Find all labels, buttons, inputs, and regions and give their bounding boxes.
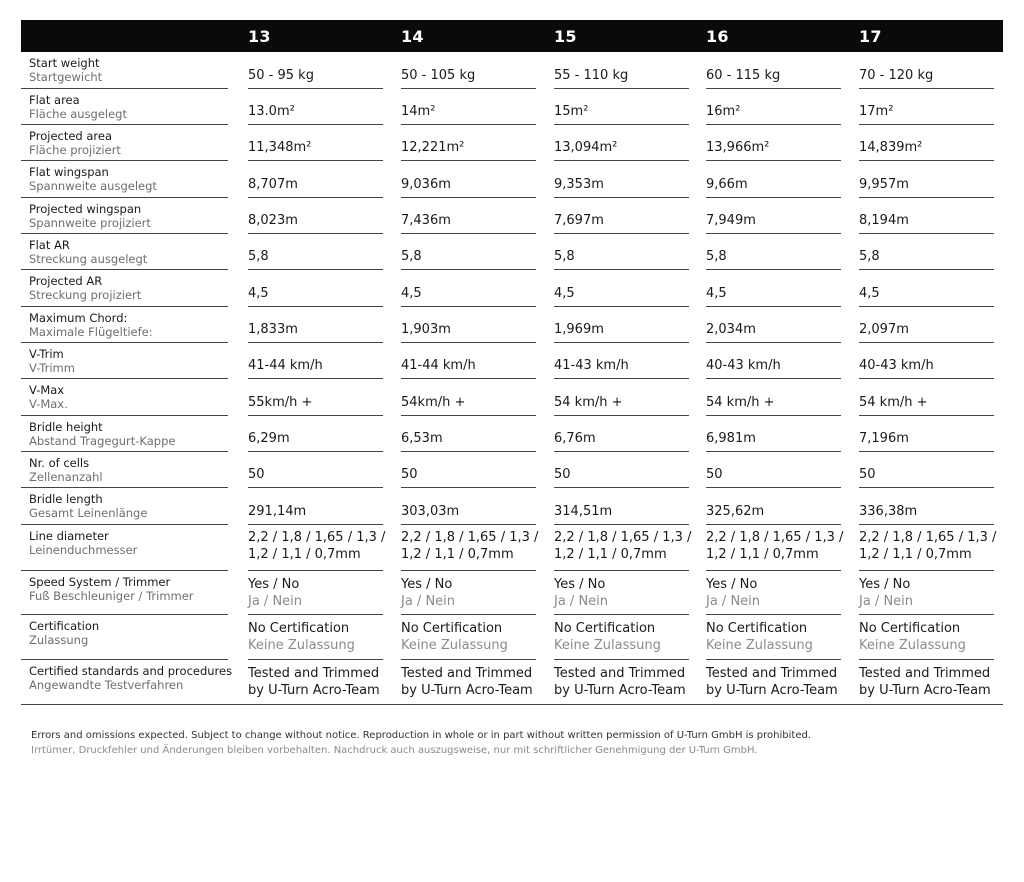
cell-value: 5,8 <box>248 249 269 264</box>
cell-value: 9,66m <box>706 177 748 192</box>
row-label-german: Startgewicht <box>29 70 103 84</box>
cell-value-line1: No Certification <box>248 621 350 636</box>
cell-value-line2: 1,2 / 1,1 / 0,7mm <box>401 547 514 562</box>
cell-value: 4,5 <box>706 286 727 301</box>
spec-table <box>21 20 1003 698</box>
table-cell <box>554 52 689 89</box>
table-cell <box>859 660 994 705</box>
cell-value-line1: Yes / No <box>706 577 758 592</box>
cell-value: 50 - 95 kg <box>248 68 314 83</box>
table-cell <box>706 452 841 488</box>
cell-value-line1: Tested and Trimmed <box>554 666 686 681</box>
table-cell <box>248 525 386 571</box>
table-cell <box>859 89 994 125</box>
table-cell <box>554 615 689 660</box>
table-cell <box>859 452 994 488</box>
cell-value-line1: No Certification <box>859 621 961 636</box>
row-label <box>21 416 228 452</box>
cell-value: 13,966m² <box>706 140 770 155</box>
cell-value: 41-44 km/h <box>248 358 323 373</box>
cell-value: 7,196m <box>859 431 909 446</box>
row-label-english: Nr. of cells <box>29 456 90 470</box>
cell-value: 9,036m <box>401 177 451 192</box>
cell-value: 5,8 <box>706 249 727 264</box>
cell-value-line2: Ja / Nein <box>401 594 456 609</box>
table-cell <box>401 343 536 379</box>
cell-value-line1: Tested and Trimmed <box>859 666 991 681</box>
cell-value: 6,981m <box>706 431 756 446</box>
table-row <box>21 379 1003 416</box>
cell-value: 314,51m <box>554 504 613 519</box>
cell-value: 50 <box>401 467 418 482</box>
row-label-english: Projected area <box>29 129 113 143</box>
row-label-german: Zulassung <box>29 633 89 647</box>
table-cell <box>859 161 994 198</box>
cell-value: 50 - 105 kg <box>401 68 476 83</box>
cell-value: 54 km/h + <box>706 395 775 410</box>
cell-value: 1,833m <box>248 322 298 337</box>
table-cell <box>859 307 994 343</box>
row-label-english: Bridle length <box>29 492 103 506</box>
cell-value-line1: Yes / No <box>859 577 911 592</box>
disclaimer-german: Irrtümer, Druckfehler und Änderungen bleiben vorbehalten. Nachdruck auch auszugsweise, nur mit schriftlicher Genehmigung der U-Turn GmbH. <box>31 745 758 756</box>
cell-value: 7,697m <box>554 213 604 228</box>
row-label-english: Certified standards and procedures <box>29 664 233 678</box>
table-cell <box>401 234 536 270</box>
table-cell <box>248 416 383 452</box>
cell-value-line2: by U-Turn Acro-Team <box>859 683 991 698</box>
table-row <box>21 270 1003 307</box>
cell-value-line1: 2,2 / 1,8 / 1,65 / 1,3 / <box>248 530 386 545</box>
cell-value: 9,353m <box>554 177 604 192</box>
cell-value: 5,8 <box>401 249 422 264</box>
cell-value: 41-44 km/h <box>401 358 476 373</box>
cell-value: 60 - 115 kg <box>706 68 781 83</box>
row-label-german: Fuß Beschleuniger / Trimmer <box>29 589 194 603</box>
table-cell <box>706 234 841 270</box>
row-label-english: Line diameter <box>29 529 109 543</box>
cell-value-line1: Tested and Trimmed <box>401 666 533 681</box>
cell-value: 55 - 110 kg <box>554 68 629 83</box>
cell-value: 336,38m <box>859 504 918 519</box>
table-cell <box>706 379 841 416</box>
table-cell <box>706 125 841 161</box>
cell-value: 303,03m <box>401 504 460 519</box>
cell-value: 13,094m² <box>554 140 618 155</box>
cell-value-line1: No Certification <box>554 621 656 636</box>
cell-value-line1: No Certification <box>706 621 808 636</box>
cell-value: 54 km/h + <box>859 395 928 410</box>
cell-value: 8,707m <box>248 177 298 192</box>
table-cell <box>554 379 689 416</box>
table-header <box>21 20 1003 52</box>
cell-value: 70 - 120 kg <box>859 68 934 83</box>
table-row <box>21 452 1003 488</box>
cell-value-line2: 1,2 / 1,1 / 0,7mm <box>554 547 667 562</box>
cell-value: 8,023m <box>248 213 298 228</box>
table-cell <box>706 615 841 660</box>
row-label <box>21 343 228 379</box>
row-label-german: Spannweite ausgelegt <box>29 179 157 193</box>
row-label <box>21 615 228 660</box>
cell-value-line1: 2,2 / 1,8 / 1,65 / 1,3 / <box>859 530 997 545</box>
table-bottom-rule <box>21 704 1003 705</box>
cell-value: 1,969m <box>554 322 604 337</box>
cell-value-line2: Keine Zulassung <box>706 638 813 653</box>
cell-value: 12,221m² <box>401 140 465 155</box>
table-cell <box>706 89 841 125</box>
table-cell <box>554 307 689 343</box>
cell-value: 7,436m <box>401 213 451 228</box>
cell-value: 50 <box>706 467 723 482</box>
cell-value-line2: by U-Turn Acro-Team <box>706 683 838 698</box>
cell-value-line2: by U-Turn Acro-Team <box>554 683 686 698</box>
cell-value: 50 <box>859 467 876 482</box>
table-cell <box>248 307 383 343</box>
table-cell <box>401 416 536 452</box>
row-label-german: Streckung projiziert <box>29 288 142 302</box>
cell-value: 6,53m <box>401 431 443 446</box>
cell-value: 1,903m <box>401 322 451 337</box>
table-cell <box>248 198 383 234</box>
table-cell <box>859 525 997 571</box>
cell-value-line2: Keine Zulassung <box>554 638 661 653</box>
table-cell <box>859 416 994 452</box>
table-cell <box>248 89 383 125</box>
table-cell <box>859 488 994 525</box>
cell-value-line1: Yes / No <box>248 577 300 592</box>
table-cell <box>554 660 689 705</box>
cell-value: 8,194m <box>859 213 909 228</box>
table-row <box>21 525 1003 571</box>
table-cell <box>401 198 536 234</box>
row-label <box>21 488 228 525</box>
table-cell <box>859 343 994 379</box>
table-cell <box>554 571 689 615</box>
cell-value: 16m² <box>706 104 741 119</box>
table-row <box>21 571 1003 615</box>
row-label <box>21 52 228 89</box>
table-row <box>21 234 1003 270</box>
row-label <box>21 452 228 488</box>
table-row <box>21 343 1003 379</box>
table-cell <box>248 660 383 705</box>
table-cell <box>706 52 841 89</box>
table-cell <box>706 343 841 379</box>
row-label <box>21 379 228 416</box>
row-label <box>21 234 228 270</box>
cell-value: 13.0m² <box>248 104 295 119</box>
cell-value-line1: Tested and Trimmed <box>248 666 380 681</box>
table-cell <box>248 52 383 89</box>
row-label-german: V-Trimm <box>29 361 75 375</box>
cell-value-line2: 1,2 / 1,1 / 0,7mm <box>706 547 819 562</box>
cell-value-line1: Yes / No <box>401 577 453 592</box>
column-header: 15 <box>554 27 577 46</box>
table-cell <box>859 198 994 234</box>
cell-value: 291,14m <box>248 504 307 519</box>
table-cell <box>706 307 841 343</box>
row-label-german: Leinenduchmesser <box>29 543 138 557</box>
cell-value-line1: Tested and Trimmed <box>706 666 838 681</box>
row-label-english: Speed System / Trimmer <box>29 575 171 589</box>
table-cell <box>859 270 994 307</box>
row-label-german: Maximale Flügeltiefe: <box>29 325 153 339</box>
table-row <box>21 416 1003 452</box>
table-cell <box>554 525 692 571</box>
table-cell <box>706 198 841 234</box>
table-row <box>21 307 1003 343</box>
table-cell <box>554 89 689 125</box>
table-cell <box>554 343 689 379</box>
table-cell <box>859 571 994 615</box>
table-cell <box>248 488 383 525</box>
row-label-english: V-Max <box>29 383 65 397</box>
table-cell <box>248 615 383 660</box>
table-cell <box>401 379 536 416</box>
table-row <box>21 198 1003 234</box>
cell-value-line2: Ja / Nein <box>706 594 761 609</box>
row-label <box>21 525 228 571</box>
table-row <box>21 488 1003 525</box>
cell-value: 40-43 km/h <box>859 358 934 373</box>
table-cell <box>706 525 844 571</box>
cell-value: 6,29m <box>248 431 290 446</box>
table-cell <box>554 452 689 488</box>
cell-value-line2: by U-Turn Acro-Team <box>248 683 380 698</box>
cell-value-line1: 2,2 / 1,8 / 1,65 / 1,3 / <box>554 530 692 545</box>
row-label <box>21 270 228 307</box>
cell-value: 11,348m² <box>248 140 312 155</box>
row-label-english: Flat wingspan <box>29 165 109 179</box>
cell-value: 6,76m <box>554 431 596 446</box>
table-cell <box>401 89 536 125</box>
column-header: 16 <box>706 27 729 46</box>
row-label <box>21 307 228 343</box>
cell-value: 4,5 <box>859 286 880 301</box>
table-cell <box>401 161 536 198</box>
row-label-german: Angewandte Testverfahren <box>29 678 184 692</box>
table-cell <box>401 52 536 89</box>
row-label <box>21 660 233 705</box>
table-cell <box>248 343 383 379</box>
table-cell <box>554 234 689 270</box>
table-cell <box>859 379 994 416</box>
row-label <box>21 125 228 161</box>
table-cell <box>401 660 536 705</box>
table-cell <box>248 234 383 270</box>
row-label-english: Bridle height <box>29 420 103 434</box>
table-cell <box>248 452 383 488</box>
cell-value: 50 <box>248 467 265 482</box>
cell-value-line2: 1,2 / 1,1 / 0,7mm <box>859 547 972 562</box>
cell-value: 4,5 <box>248 286 269 301</box>
table-cell <box>401 125 536 161</box>
cell-value: 54 km/h + <box>554 395 623 410</box>
table-cell <box>554 488 689 525</box>
cell-value-line2: 1,2 / 1,1 / 0,7mm <box>248 547 361 562</box>
table-row <box>21 615 1003 660</box>
cell-value: 50 <box>554 467 571 482</box>
row-label <box>21 198 228 234</box>
cell-value: 54km/h + <box>401 395 466 410</box>
cell-value: 14,839m² <box>859 140 923 155</box>
cell-value-line2: by U-Turn Acro-Team <box>401 683 533 698</box>
table-cell <box>401 270 536 307</box>
cell-value-line2: Ja / Nein <box>248 594 303 609</box>
table-row <box>21 89 1003 125</box>
cell-value: 4,5 <box>401 286 422 301</box>
disclaimer-english: Errors and omissions expected. Subject to change without notice. Reproduction in whole or in part without written permission of U-Turn GmbH is prohibited. <box>31 730 812 741</box>
table-cell <box>401 307 536 343</box>
row-label-german: Fläche ausgelegt <box>29 107 127 121</box>
cell-value: 9,957m <box>859 177 909 192</box>
table-cell <box>248 125 383 161</box>
column-header: 14 <box>401 27 424 46</box>
table-cell <box>859 615 994 660</box>
cell-value: 4,5 <box>554 286 575 301</box>
row-label <box>21 161 228 198</box>
cell-value: 14m² <box>401 104 436 119</box>
table-cell <box>401 488 536 525</box>
cell-value: 55km/h + <box>248 395 313 410</box>
table-cell <box>706 571 841 615</box>
table-row <box>21 52 1003 89</box>
cell-value-line1: No Certification <box>401 621 503 636</box>
row-label-german: Fläche projiziert <box>29 143 121 157</box>
cell-value-line1: 2,2 / 1,8 / 1,65 / 1,3 / <box>401 530 539 545</box>
row-label-german: Gesamt Leinenlänge <box>29 506 148 520</box>
cell-value-line2: Keine Zulassung <box>248 638 355 653</box>
row-label-german: Spannweite projiziert <box>29 216 151 230</box>
table-cell <box>248 379 383 416</box>
row-label <box>21 89 228 125</box>
cell-value: 5,8 <box>859 249 880 264</box>
column-header: 13 <box>248 27 271 46</box>
row-label-german: Abstand Tragegurt-Kappe <box>29 434 176 448</box>
cell-value: 15m² <box>554 104 589 119</box>
row-label-english: V-Trim <box>29 347 64 361</box>
table-row <box>21 660 1003 705</box>
row-label-english: Projected wingspan <box>29 202 142 216</box>
table-cell <box>859 234 994 270</box>
table-row <box>21 125 1003 161</box>
table-cell <box>554 198 689 234</box>
table-cell <box>706 270 841 307</box>
cell-value: 40-43 km/h <box>706 358 781 373</box>
cell-value-line2: Ja / Nein <box>554 594 609 609</box>
table-cell <box>401 615 536 660</box>
row-label-english: Maximum Chord: <box>29 311 128 325</box>
row-label-english: Certification <box>29 619 100 633</box>
row-label-german: Zellenanzahl <box>29 470 103 484</box>
table-cell <box>706 161 841 198</box>
cell-value: 325,62m <box>706 504 765 519</box>
cell-value: 7,949m <box>706 213 756 228</box>
row-label-english: Projected AR <box>29 274 103 288</box>
table-cell <box>554 125 689 161</box>
table-cell <box>706 488 841 525</box>
row-label-english: Flat AR <box>29 238 70 252</box>
table-cell <box>248 161 383 198</box>
cell-value: 2,034m <box>706 322 756 337</box>
row-label-english: Flat area <box>29 93 80 107</box>
cell-value: 41-43 km/h <box>554 358 629 373</box>
cell-value: 2,097m <box>859 322 909 337</box>
cell-value-line1: 2,2 / 1,8 / 1,65 / 1,3 / <box>706 530 844 545</box>
cell-value-line2: Keine Zulassung <box>401 638 508 653</box>
cell-value: 17m² <box>859 104 894 119</box>
table-cell <box>554 416 689 452</box>
row-label <box>21 571 228 615</box>
table-cell <box>706 416 841 452</box>
table-cell <box>401 571 536 615</box>
cell-value-line2: Ja / Nein <box>859 594 914 609</box>
table-cell <box>859 125 994 161</box>
table-row <box>21 161 1003 198</box>
table-cell <box>554 270 689 307</box>
table-cell <box>248 270 383 307</box>
table-cell <box>248 571 383 615</box>
table-cell <box>554 161 689 198</box>
table-cell <box>706 660 841 705</box>
cell-value: 5,8 <box>554 249 575 264</box>
table-cell <box>859 52 994 89</box>
cell-value-line2: Keine Zulassung <box>859 638 966 653</box>
column-header: 17 <box>859 27 882 46</box>
cell-value-line1: Yes / No <box>554 577 606 592</box>
row-label-german: V-Max. <box>29 397 68 411</box>
table-cell <box>401 525 539 571</box>
row-label-german: Streckung ausgelegt <box>29 252 148 266</box>
row-label-english: Start weight <box>29 56 100 70</box>
table-cell <box>401 452 536 488</box>
